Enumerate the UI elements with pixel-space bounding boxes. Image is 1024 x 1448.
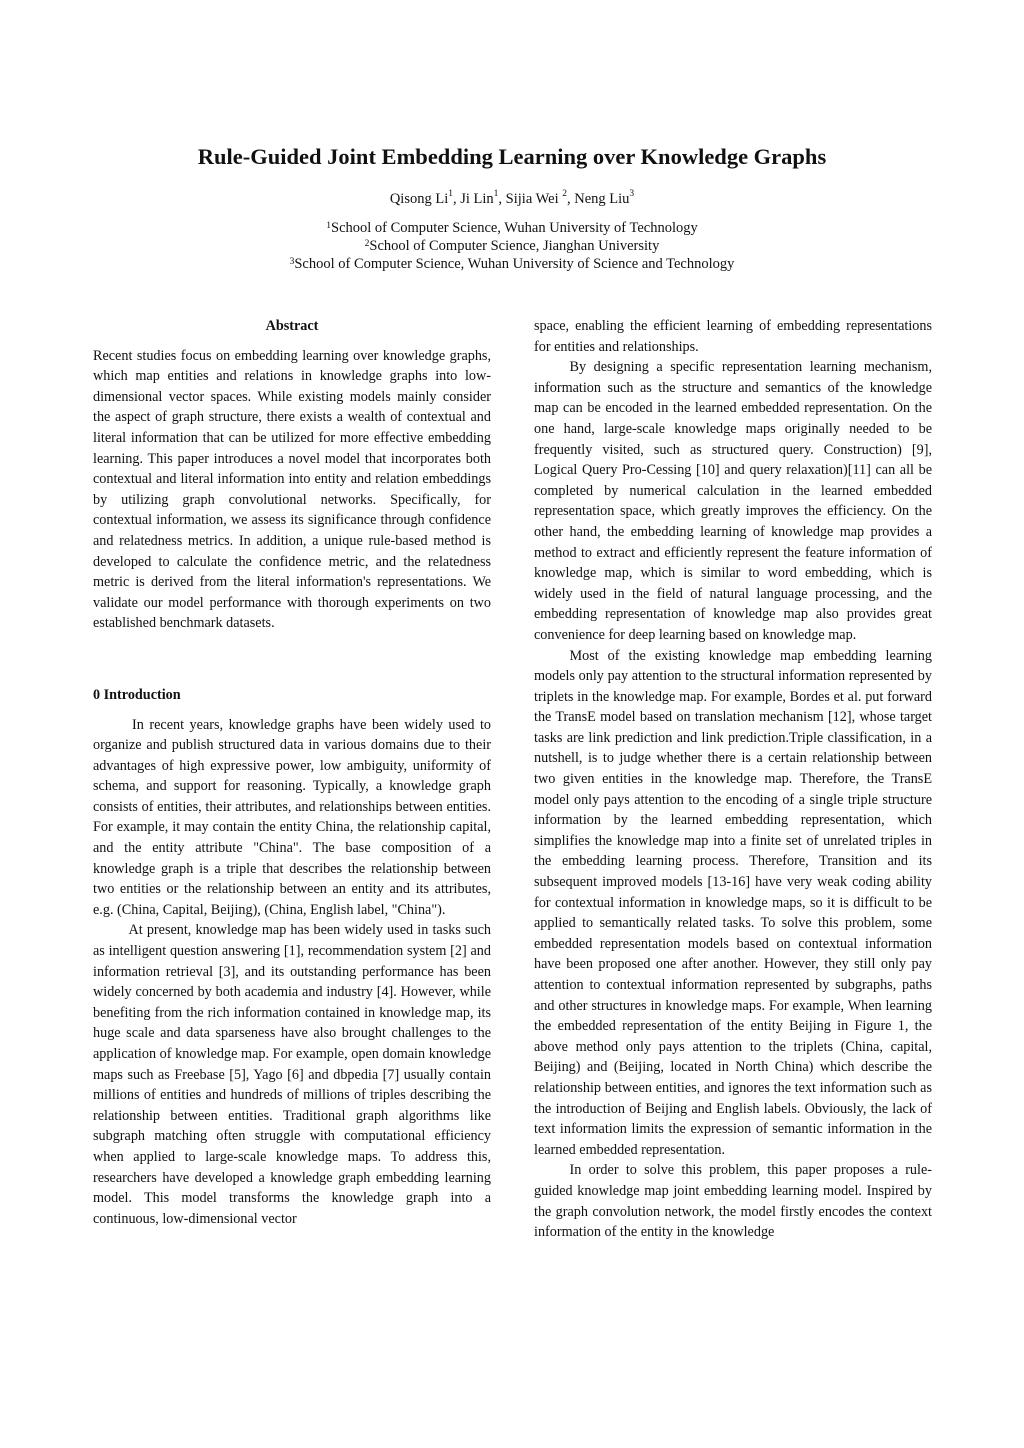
intro-paragraph-2-continued: space, enabling the efficient learning of embedding representations for entities and relationships. (534, 318, 932, 355)
intro-paragraph-2: At present, knowledge map has been widely used in tasks such as intelligent question answering [1], recommendation system [2] and information retrieval [3], and its outstanding performance has been widely concerned by both academia and industry [4]. However, while benefiting from the rich information contained in knowledge map, its huge scale and data sparseness have also brought challenges to the application of knowledge map. For example, open domain knowledge maps such as Freebase [5], Yago [6] and dbpedia [7] usually contain millions of entities and hundreds of millions of triples describing the relationship between entities. Traditional graph algorithms like subgraph matching often struggle with computational efficiency when applied to large-scale knowledge maps. To address this, researchers have developed a knowledge graph embedding learning model. This model transforms the knowledge graph into a continuous, low-dimensional vector (93, 922, 491, 1227)
author: Neng Liu$^3$ (574, 189, 635, 207)
author: Sijia Wei $^2$, (505, 189, 575, 207)
abstract-heading: Abstract (265, 318, 319, 334)
intro-paragraph-1: In recent years, knowledge graphs have been widely used to organize and publish structured data in various domains due to their advantages of high expressive power, low ambiguity, uniformity of schema, and support for reasoning. Typically, a knowledge graph consists of entities, their attributes, and relationships between entities. For example, it may contain the entity China, the relationship capital, and the entity attribute "China". The base composition of a knowledge graph is a triple that describes the relationship between two entities or the relationship between an entity and its attributes, e.g. (China, Capital, Beijing), (China, English label, "China"). (93, 716, 491, 918)
left-column (93, 316, 491, 1229)
author: Qisong Li$^1$, (389, 189, 461, 207)
abstract-text: Recent studies focus on embedding learning over knowledge graphs, which map entities and relations in knowledge graphs into low-dimensional vector spaces. While existing models mainly consider the aspect of graph structure, there exists a wealth of contextual and literal information that can be utilized for more effective embedding learning. This paper introduces a novel model that incorporates both contextual and literal information into entity and relation embeddings by utilizing graph convolutional networks. Specifically, for contextual information, we assess its significance through confidence and relatedness metrics. In addition, a unique rule-based method is developed to calculate the confidence metric, and the relatedness metric is derived from the literal information's representations. We validate our model performance with thorough experiments on two established benchmark datasets. (93, 347, 491, 632)
affiliation: $^1$School of Computer Science, Wuhan University of Technology (326, 220, 698, 236)
right-column (534, 316, 932, 1243)
affiliation-list (0, 219, 1024, 273)
author-list (0, 191, 1024, 208)
affiliation: $^2$School of Computer Science, Jianghan University (364, 238, 660, 254)
paper-title: Rule-Guided Joint Embedding Learning over Knowledge Graphs (197, 144, 827, 169)
intro-paragraph-4: Most of the existing knowledge map embedding learning models only pay attention to the structural information represented by triplets in the knowledge map. For example, Bordes et al. put forward the TransE model based on translation mechanism [12], whose target tasks are link prediction and link prediction.Triple classification, in a nutshell, is to judge whether there is a certain relationship between two given entities in the knowledge map. Therefore, the TransE model only pays attention to the encoding of a single triple structure information by the learned embedding representation, which simplifies the knowledge map into a finite set of unrelated triples in the embedding learning process. Therefore, Transition and its subsequent improved models [13-16] have very weak coding ability for contextual information in knowledge maps, so it is difficult to be applied to semantically related tasks. To solve this problem, some embedded representation models based on contextual information have been proposed one after another. However, they still only pay attention to contextual information represented by subgraphs, paths and other structures in knowledge maps. For example, When learning the embedded representation of the entity Beijing in Figure 1, the above method only pays attention to the triplets (China, capital, Beijing) and (Beijing, located in North China) which describe the relationship between entities, and ignores the text information such as the introduction of Beijing and English labels. Obviously, the lack of text information limits the expression of semantic information in the learned embedded representation. (534, 647, 932, 1158)
intro-paragraph-3: By designing a specific representation learning mechanism, information such as the structure and semantics of the knowledge map can be encoded in the learned embedded representation. On the one hand, large-scale knowledge maps originally needed to be frequently visited, such as structured query. Construction) [9], Logical Query Pro-Cessing [10] and query relaxation)[11] can all be completed by numerical calculation in the learned embedded representation space, which greatly improves the efficiency. On the other hand, the embedding learning of knowledge map provides a method to extract and efficiently represent the feature information of knowledge map, which is similar to word embedding, which is widely used in the field of natural language processing, and the embedding representation of knowledge map also provides great convenience for deep learning based on knowledge map. (534, 359, 932, 643)
affiliation: $^3$School of Computer Science, Wuhan University of Science and Technology (289, 256, 735, 272)
author: Ji Lin$^1$, (460, 189, 506, 207)
intro-paragraph-5: In order to solve this problem, this paper proposes a rule-guided knowledge map joint embedding learning model. Inspired by the graph convolution network, the model firstly encodes the context information of the entity in the knowledge (534, 1162, 932, 1241)
section-heading-introduction: 0 Introduction (93, 686, 181, 703)
